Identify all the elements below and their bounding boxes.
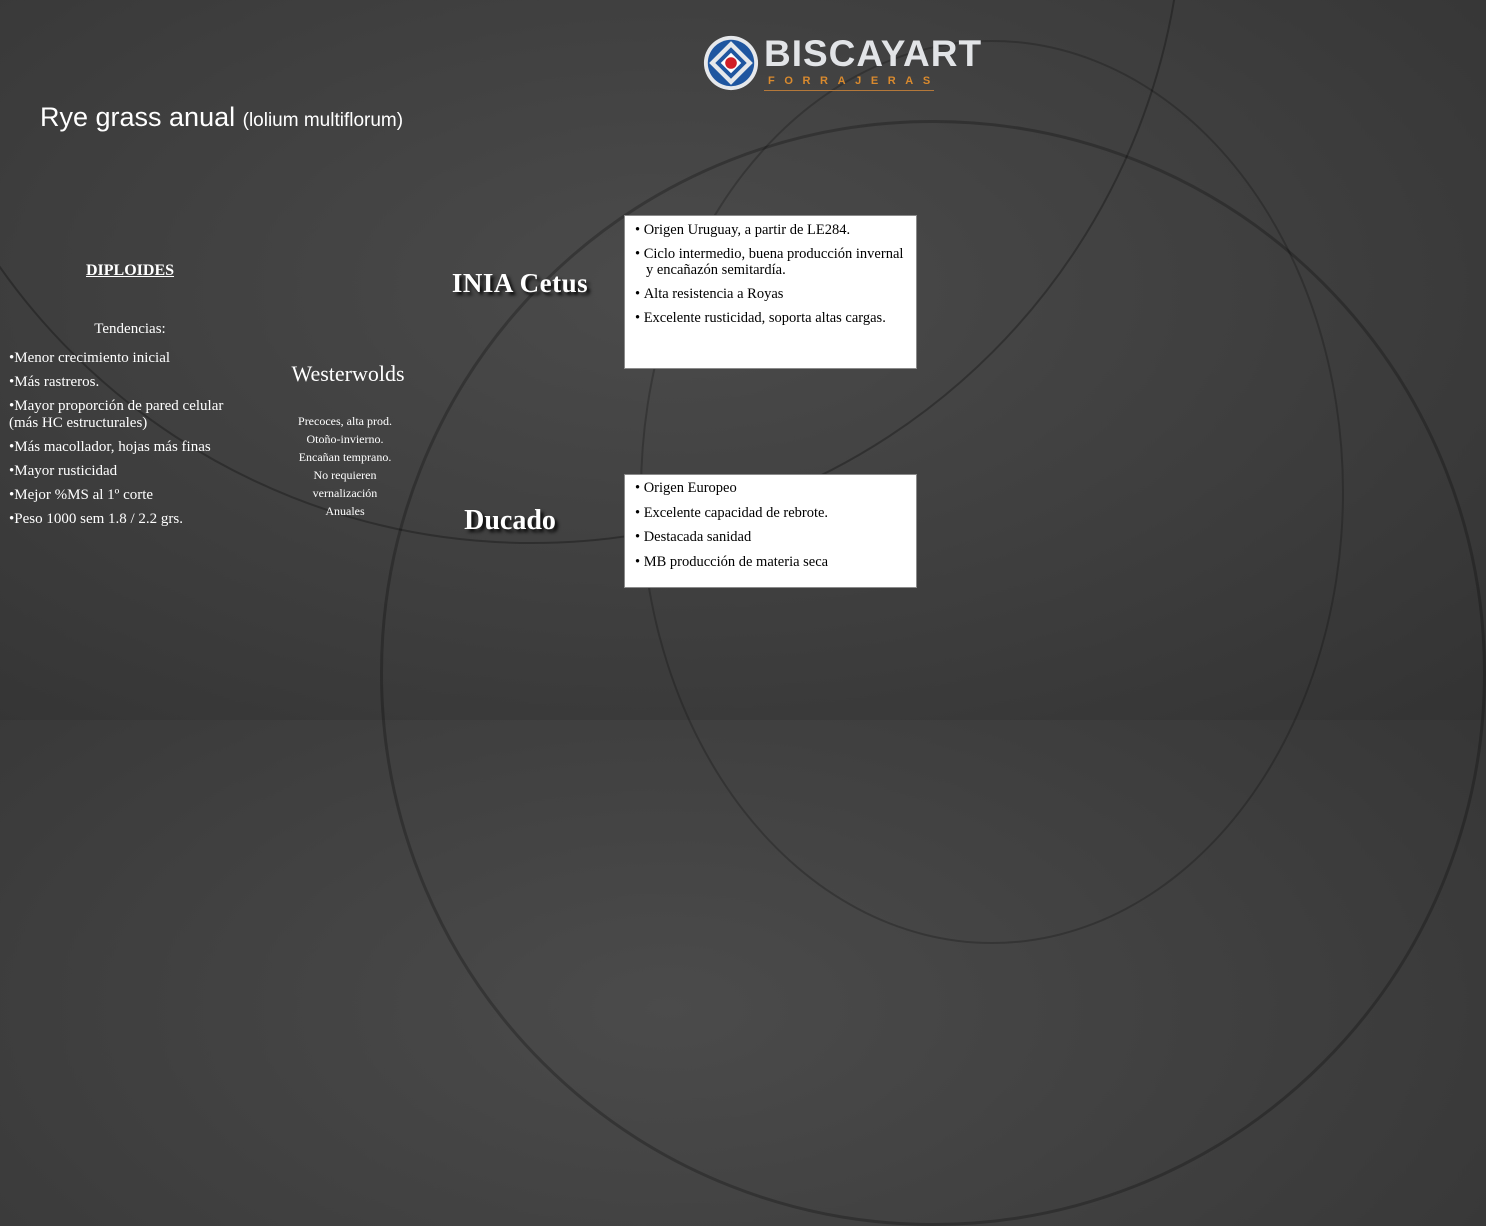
feature-text: • MB producción de materia seca [635, 554, 828, 570]
list-item [9, 439, 249, 456]
feature-text: • Destacada sanidad [635, 529, 751, 545]
ducado-features-box [624, 474, 917, 588]
westerwolds-description [265, 412, 425, 520]
feature-list [635, 222, 908, 326]
title-scientific-name: (lolium multiflorum) [242, 110, 404, 131]
feature-item [635, 246, 908, 278]
description-line: No requieren [313, 468, 377, 482]
title-main: Rye grass anual [40, 102, 236, 132]
description-line: Precoces, alta prod. [298, 414, 392, 428]
description-line: Otoño-invierno. [306, 432, 384, 446]
feature-text: • Origen Europeo [635, 480, 737, 496]
list-item-text: • Más macollador, hojas más finas [9, 439, 211, 455]
feature-item [635, 505, 908, 521]
list-item [9, 350, 249, 367]
feature-list [635, 480, 908, 570]
tendencias-list [9, 350, 249, 535]
list-item-text: • Mayor proporción de pared celular (más HC estructurales) [9, 398, 223, 431]
feature-text: • Excelente rusticidad, soporta altas cargas. [635, 310, 886, 326]
feature-item [635, 286, 908, 302]
list-item-text: • Menor crecimiento inicial [9, 350, 170, 366]
variety-name-ducado: Ducado [464, 505, 556, 536]
description-line: Anuales [325, 504, 365, 518]
biscayart-logo [700, 32, 983, 94]
list-item-text: • Peso 1000 sem 1.8 / 2.2 grs. [9, 511, 183, 527]
description-line: Encañan temprano. [298, 450, 392, 464]
feature-item [635, 554, 908, 570]
feature-text: • Excelente capacidad de rebrote. [635, 505, 828, 521]
list-item [9, 398, 249, 432]
logo-name: BISCAYART [764, 33, 983, 74]
diploides-heading: DIPLOIDES [85, 262, 175, 279]
logo-emblem-icon [702, 34, 760, 92]
westerwolds-heading: Westerwolds [291, 361, 405, 386]
list-item [9, 463, 249, 480]
list-item [9, 487, 249, 504]
feature-text: • Alta resistencia a Royas [635, 286, 783, 302]
feature-text: • Origen Uruguay, a partir de LE284. [635, 222, 850, 238]
slide-title [40, 102, 403, 133]
list-item [9, 374, 249, 391]
list-item-text: • Mayor rusticidad [9, 463, 117, 479]
feature-text: • Ciclo intermedio, buena producción invernal y encañazón semitardía. [635, 246, 903, 278]
variety-name-inia-cetus: INIA Cetus [451, 268, 589, 298]
inia-cetus-features-box [624, 215, 917, 369]
tendencias-subheading: Tendencias: [94, 321, 166, 337]
feature-item [635, 480, 908, 496]
list-item-text: • Mejor %MS al 1º corte [9, 487, 153, 503]
feature-item [635, 310, 908, 326]
list-item [9, 511, 249, 528]
description-line: vernalización [312, 486, 378, 500]
list-item-text: • Más rastreros. [9, 374, 99, 390]
feature-item [635, 222, 908, 238]
logo-divider [764, 90, 934, 91]
logo-subtitle: FORRAJERAS [768, 75, 940, 87]
feature-item [635, 529, 908, 545]
